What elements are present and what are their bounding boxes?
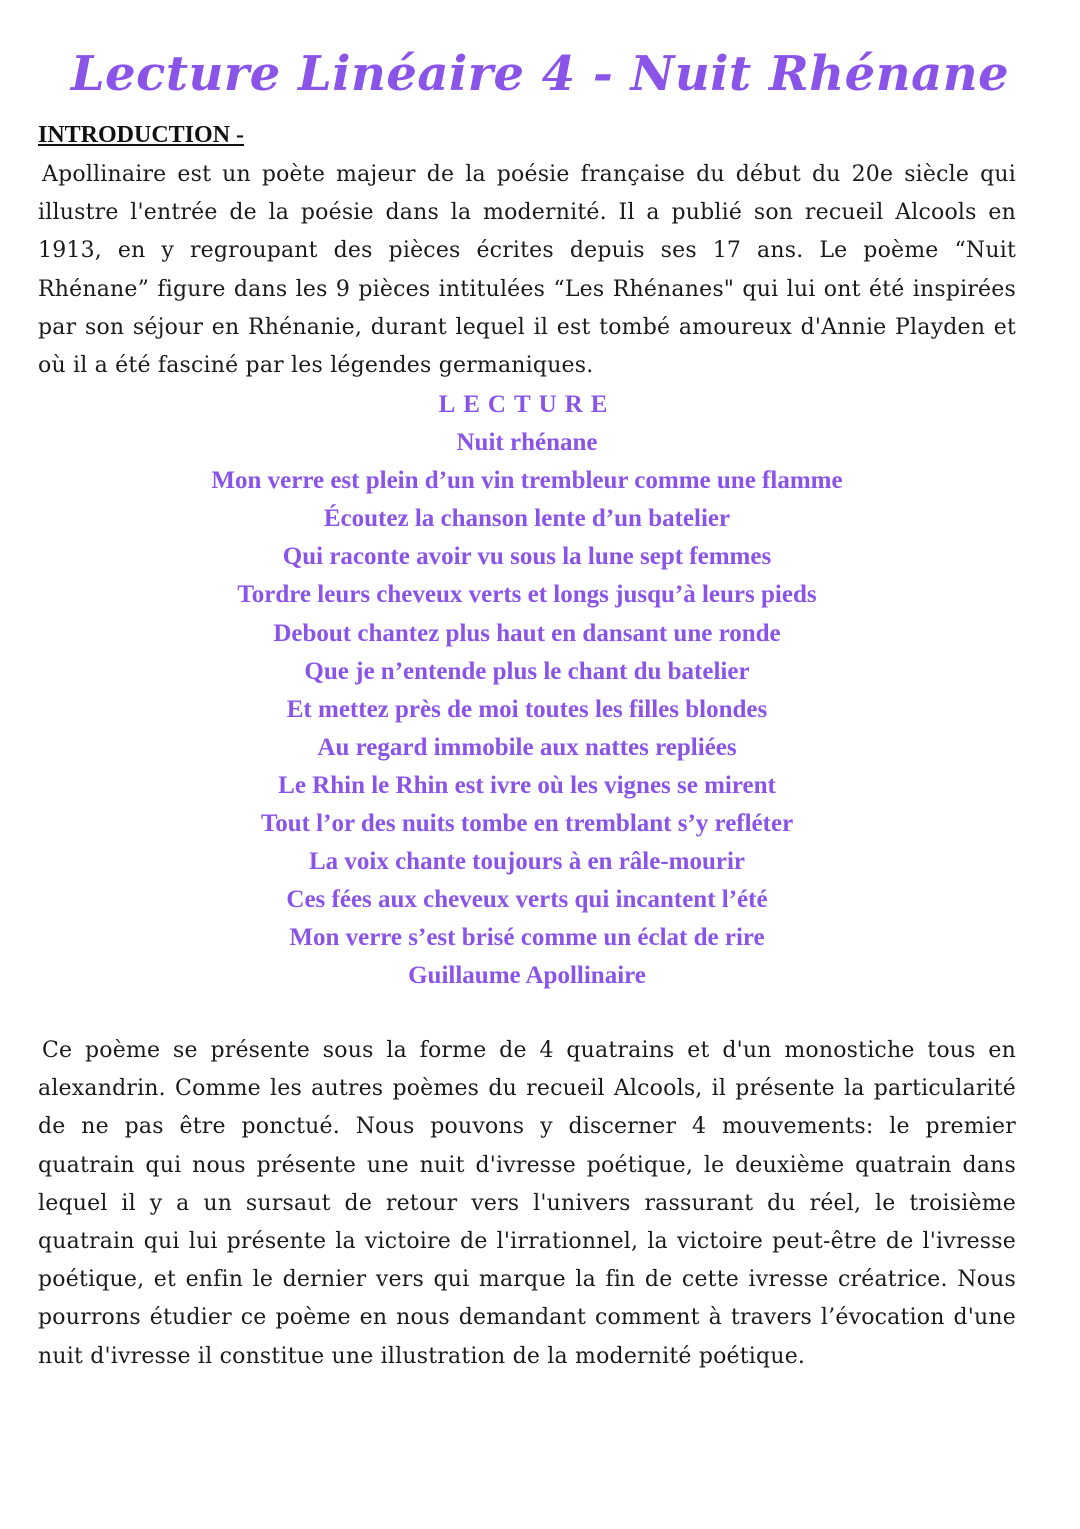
poem-author: Guillaume Apollinaire: [408, 962, 646, 990]
poem-verse: Tordre leurs cheveux verts et longs jusqu’à leurs pieds: [237, 581, 817, 609]
poem-block: [0, 386, 1054, 996]
poem-verse: Ces fées aux cheveux verts qui incantent l’été: [286, 886, 768, 914]
poem-verse: Qui raconte avoir vu sous la lune sept femmes: [282, 543, 772, 571]
poem-verse: Au regard immobile aux nattes repliées: [317, 733, 737, 761]
poem-verse: Écoutez la chanson lente d’un batelier: [323, 505, 731, 533]
poem-verse: Mon verre s’est brisé comme un éclat de rire: [289, 924, 765, 952]
poem-title: Nuit rhénane: [456, 429, 598, 457]
poem-verse: Et mettez près de moi toutes les filles blondes: [286, 695, 768, 723]
poem-verse: Que je n’entende plus le chant du batelier: [304, 657, 750, 685]
introduction-heading: INTRODUCTION -: [38, 122, 245, 148]
poem-verse: La voix chante toujours à en râle-mourir: [308, 848, 746, 876]
poem-verse: Mon verre est plein d’un vin trembleur comme une flamme: [211, 467, 843, 495]
poem-verse: Tout l’or des nuits tombe en tremblant s’y refléter: [260, 810, 794, 838]
analysis-paragraph: Ce poème se présente sous la forme de 4 quatrains et d'un monostiche tous en alexandrin. Comme les autres poèmes du recueil Alcools, il présente la particularité de ne pas être ponctué. Nous pouvons y discerner 4 mouvements: le premier quatrain qui nous présente une nuit d'ivresse poétique, le deuxième quatrain dans lequel il y a un sursaut de retour vers l'univers rassurant du réel, le troisième quatrain qui lui présente la victoire de l'irrationnel, la victoire peut-être de l'ivresse poétique, et enfin le dernier vers qui marque la fin de cette ivresse créatrice. Nous pourrons étudier ce poème en nous demandant comment à travers l’évocation d'une nuit d'ivresse il constitue une illustration de la modernité poétique.: [38, 1038, 1016, 1369]
document-title: Lecture Linéaire 4 - Nuit Rhénane: [70, 46, 1010, 103]
poem-verse: Debout chantez plus haut en dansant une ronde: [273, 619, 781, 647]
poem-verse: Le Rhin le Rhin est ivre où les vignes se mirent: [278, 771, 776, 799]
introduction-paragraph: Apollinaire est un poète majeur de la poésie française du début du 20e siècle qui illustre l'entrée de la poésie dans la modernité. Il a publié son recueil Alcools en 1913, en y regroupant des pièces écrites depuis ses 17 ans. Le poème “Nuit Rhénane” figure dans les 9 pièces intitulées “Les Rhénanes" qui lui ont été inspirées par son séjour en Rhénanie, durant lequel il est tombé amoureux d'Annie Playden et où il a été fasciné par les légendes germaniques.: [38, 162, 1016, 379]
lecture-label: LECTURE: [438, 391, 616, 418]
